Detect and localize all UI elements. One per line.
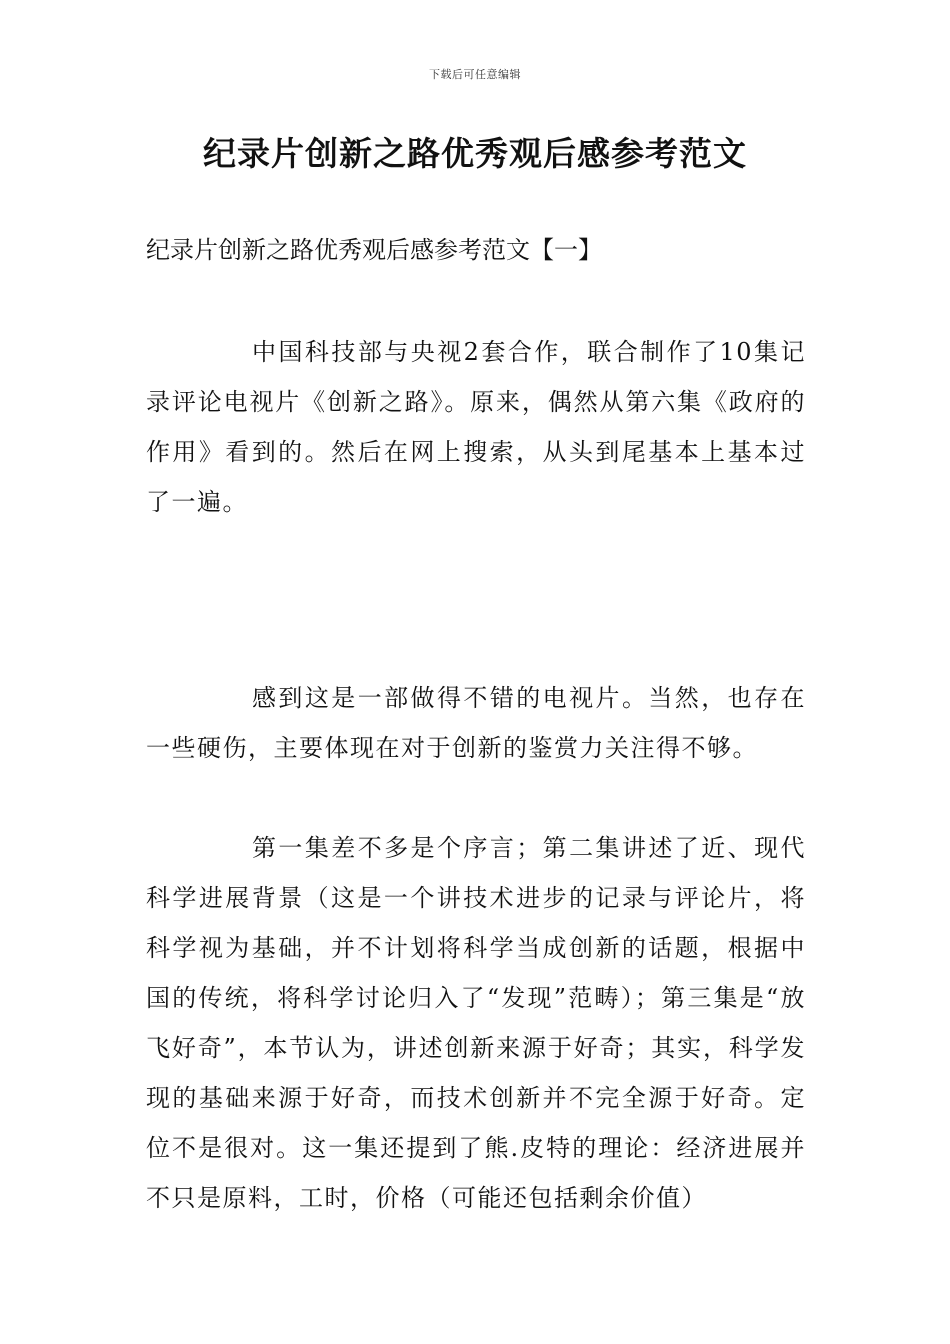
header-note: 下载后可任意编辑 [429, 68, 521, 81]
document-title: 纪录片创新之路优秀观后感参考范文 [203, 134, 747, 173]
paragraph-2: 感到这是一部做得不错的电视片。当然，也存在一些硬伤，主要体现在对于创新的鉴赏力关注得不够。 [146, 684, 806, 762]
paragraph-3: 第一集差不多是个序言；第二集讲述了近、现代科学进展背景（这是一个讲技术进步的记录与评论片，将科学视为基础，并不计划将科学当成创新的话题，根据中国的传统，将科学讨论归入了“发现”范畴）；第三集是“放飞好奇”，本节认为，讲述创新来源于好奇；其实，科学发现的基础来源于好奇，而技术创新并不完全源于好奇。定位不是很对。这一集还提到了熊.皮特的理论：经济进展并不只是原料，工时，价格（可能还包括剩余价值） [146, 834, 806, 1212]
paragraph-1: 中国科技部与央视2套合作，联合制作了10集记录评论电视片《创新之路》。原来，偶然从第六集《政府的作用》看到的。然后在网上搜索，从头到尾基本上基本过了一遍。 [146, 338, 806, 516]
section-heading: 纪录片创新之路优秀观后感参考范文【一】 [146, 236, 602, 264]
